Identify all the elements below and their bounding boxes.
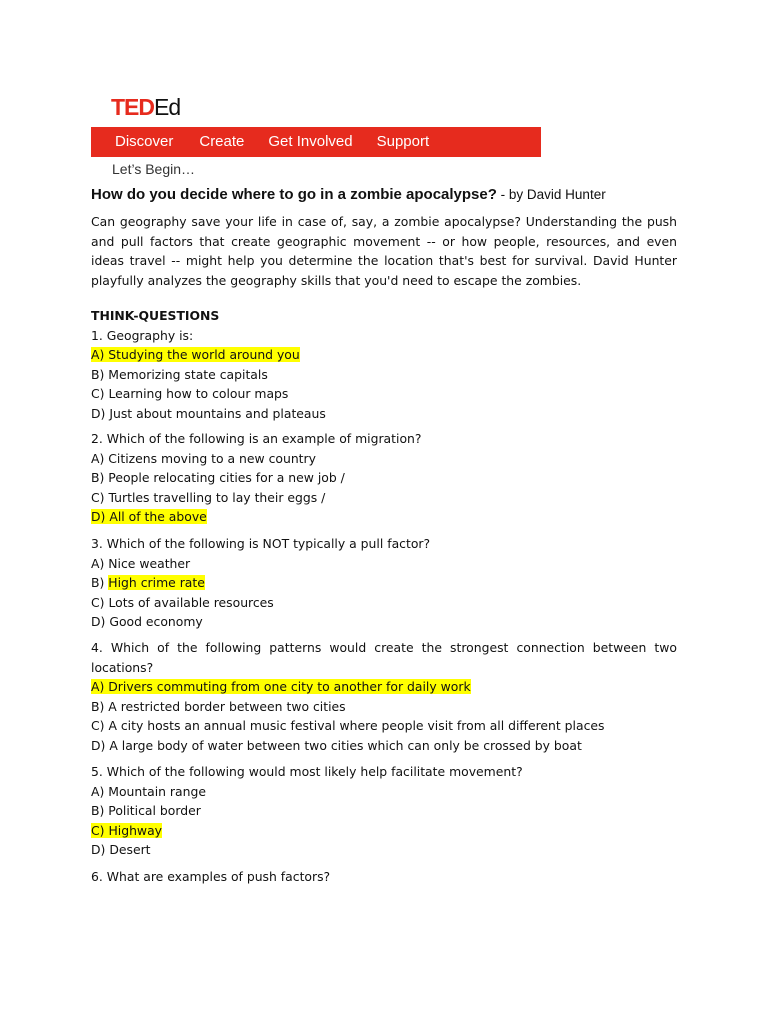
answer-option [91,612,677,632]
nav-bar [91,127,541,157]
option-text: Studying the world around you [108,347,300,363]
answer-option [91,449,677,469]
answer-option [91,507,677,527]
option-label: A) [91,679,105,695]
option-label: D) [91,737,106,753]
option-label: B) [91,803,105,819]
logo-ted: TED [111,94,154,120]
answer-option [91,554,677,574]
option-text: Desert [109,842,151,858]
nav-support[interactable]: Support [376,133,430,150]
teded-logo[interactable] [111,94,180,120]
option-label: C) [91,822,105,838]
option-label: B) [91,366,105,382]
option-text: A restricted border between two cities [108,698,346,714]
question-block [91,534,677,632]
page-title: How do you decide where to go in a zombie apocalypse? [91,186,497,203]
question-text: 3. Which of the following is NOT typically a pull factor? [91,536,431,551]
option-label: C) [91,386,105,402]
option-label: D) [91,842,106,858]
answer-option [91,345,677,365]
option-text: Memorizing state capitals [108,366,268,382]
question-text: 2. Which of the following is an example of migration? [91,431,422,446]
logo-ed: Ed [154,94,181,120]
correct-answer-highlight [91,823,162,838]
option-label: A) [91,347,105,363]
option-text: Learning how to colour maps [108,386,289,402]
option-label: C) [91,489,105,505]
correct-answer-highlight [91,509,207,524]
option-text: Mountain range [108,783,206,799]
option-text: Drivers commuting from one city to another for daily work [108,679,471,695]
option-text: All of the above [109,509,207,525]
title-line [91,186,606,204]
option-label: C) [91,594,105,610]
option-label: B) [91,698,105,714]
option-label: D) [91,614,106,630]
option-label: B) [91,575,105,591]
question-text: 4. Which of the following patterns would create the strongest connection between two locations? [91,640,677,675]
option-text: Good economy [109,614,203,630]
lets-begin-text: Let’s Begin… [112,161,196,177]
question-block [91,867,677,887]
answer-option [91,677,677,697]
option-text: People relocating cities for a new job / [108,470,345,486]
answer-option [91,384,677,404]
answer-option [91,468,677,488]
option-text: Nice weather [108,555,191,571]
nav-create[interactable]: Create [199,133,245,150]
option-label: A) [91,555,105,571]
question-block [91,762,677,860]
option-label: D) [91,405,106,421]
answer-option [91,801,677,821]
answer-option [91,488,677,508]
option-text: High crime rate [108,575,205,591]
option-text: Citizens moving to a new country [108,450,316,466]
option-text: Highway [108,822,162,838]
answer-option [91,593,677,613]
option-label: A) [91,450,105,466]
option-text: Political border [108,803,201,819]
option-text: Turtles travelling to lay their eggs / [108,489,326,505]
nav-discover[interactable]: Discover [115,133,174,150]
option-label: B) [91,470,105,486]
question-block [91,638,677,756]
answer-option [91,365,677,385]
byline: - by David Hunter [496,187,606,202]
question-text: 6. What are examples of push factors? [91,869,331,884]
option-label: D) [91,509,106,525]
nav-get-involved[interactable]: Get Involved [268,133,353,150]
question-text: 1. Geography is: [91,327,194,343]
answer-option [91,736,677,756]
answer-option [91,573,677,593]
correct-answer-highlight [91,679,471,694]
question-block [91,306,677,424]
option-text: A large body of water between two cities which can only be crossed by boat [109,737,582,753]
option-label: C) [91,718,105,734]
option-text: Lots of available resources [108,594,274,610]
answer-option [91,716,677,736]
correct-answer-highlight [91,347,300,362]
option-text: Just about mountains and plateaus [109,405,326,421]
answer-option [91,697,677,717]
option-text: A city hosts an annual music festival where people visit from all different places [108,718,605,734]
question-text: 5. Which of the following would most likely help facilitate movement? [91,764,523,779]
answer-option [91,782,677,802]
intro-paragraph: Can geography save your life in case of, say, a zombie apocalypse? Understanding the push and pull factors that create geographic movement -- or how people, resources, and even ideas travel -- might help you determine the location that's best for survival. David Hunter playfully analyzes the geography skills that you'd need to escape the zombies. [91,214,677,288]
answer-option [91,821,677,841]
question-block [91,429,677,527]
section-heading: THINK-QUESTIONS [91,308,220,323]
answer-option [91,840,677,860]
option-label: A) [91,783,105,799]
answer-option [91,404,677,424]
